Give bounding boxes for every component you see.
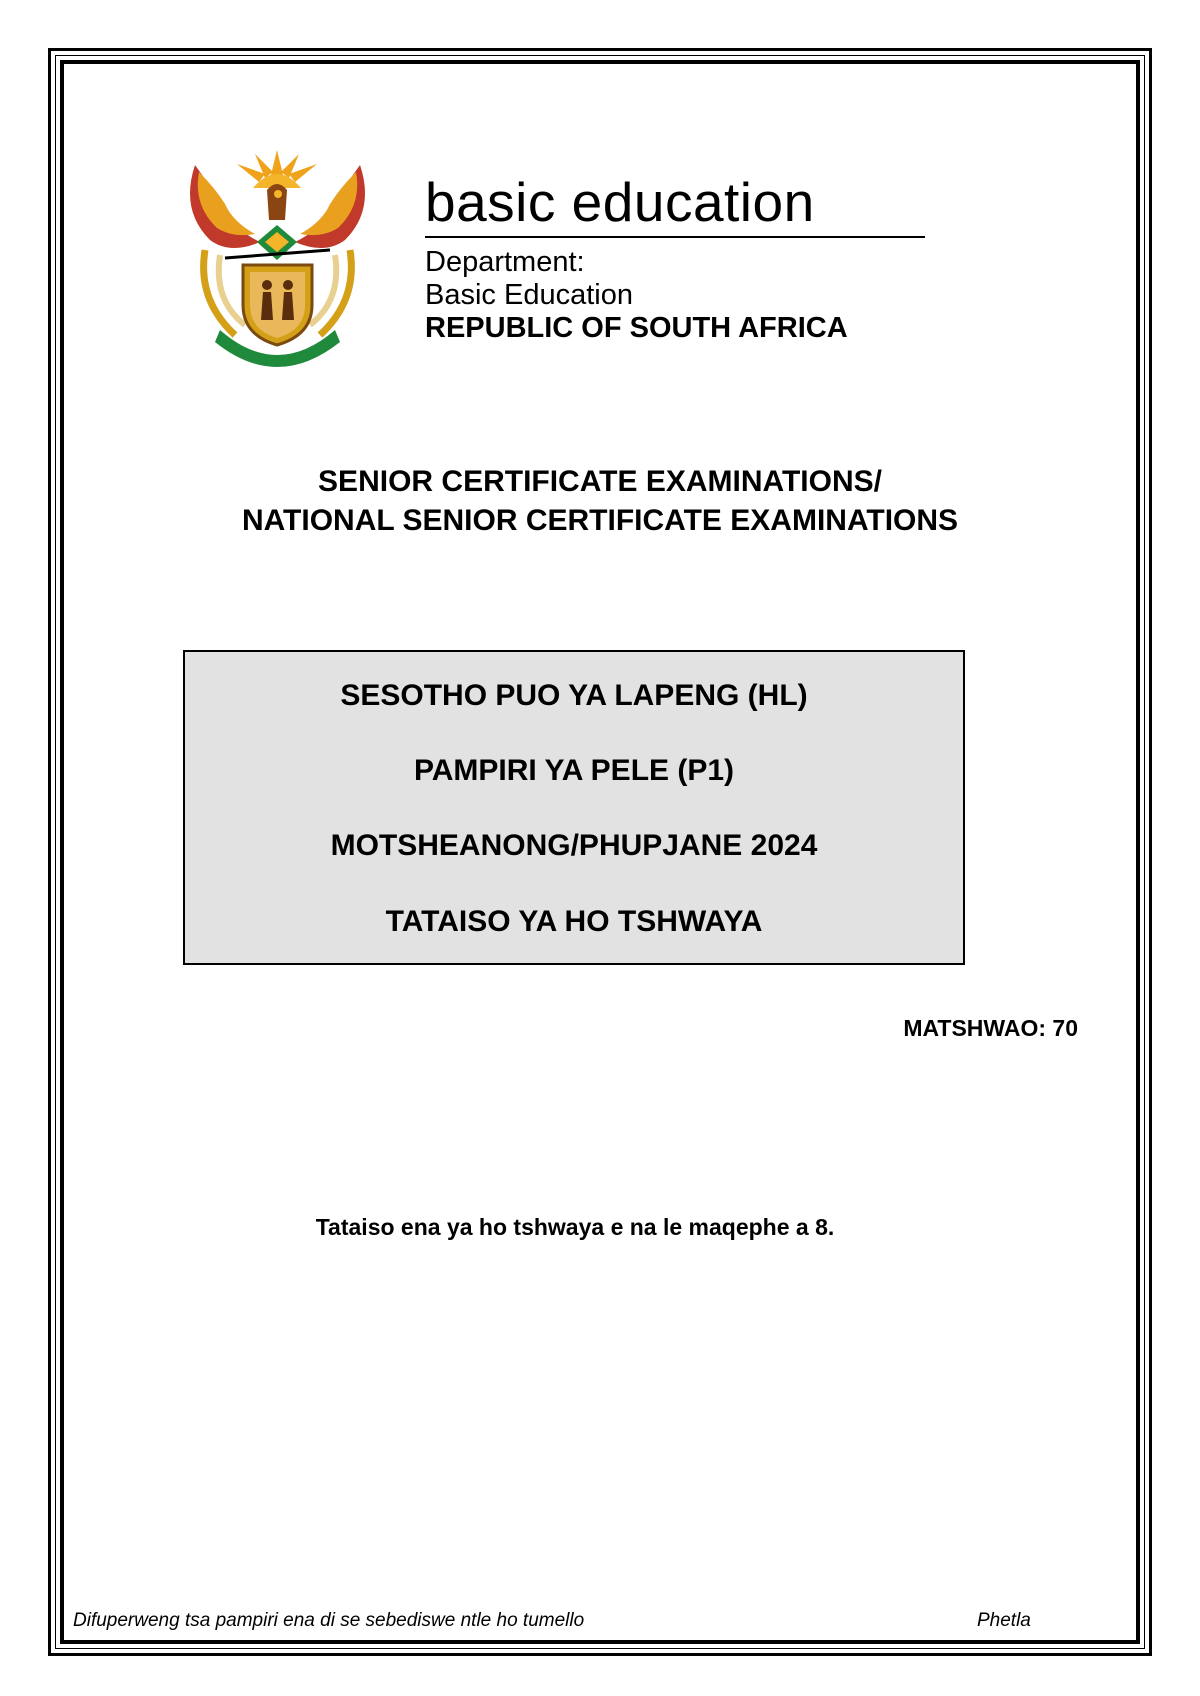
subject-box <box>183 650 965 965</box>
document-type: TATAISO YA HO TSHWAYA <box>385 905 763 938</box>
sun-icon <box>237 150 317 188</box>
department-label: Department: <box>425 246 585 278</box>
brand-underline <box>425 236 925 238</box>
exam-heading <box>60 462 1140 540</box>
exam-heading-line-1: SENIOR CERTIFICATE EXAMINATIONS/ <box>318 465 882 498</box>
copyright-notice: Difuperweng tsa pampiri ena di se sebediswe ntle ho tumello <box>73 1610 585 1631</box>
brand-wordmark: basic education <box>425 171 815 233</box>
paper-number: PAMPIRI YA PELE (P1) <box>413 754 735 787</box>
page-count-note: Tataiso ena ya ho tshwaya e na le maqephe a 8. <box>315 1214 835 1240</box>
department-name: Basic Education <box>425 279 633 311</box>
coat-of-arms-logo <box>175 130 380 370</box>
turn-over-label: Phetla <box>977 1610 1031 1631</box>
total-marks: MATSHWAO: 70 <box>903 1015 1078 1041</box>
country-name: REPUBLIC OF SOUTH AFRICA <box>425 312 848 344</box>
subject-title: SESOTHO PUO YA LAPENG (HL) <box>340 679 808 712</box>
department-header <box>425 172 925 345</box>
exam-heading-line-2: NATIONAL SENIOR CERTIFICATE EXAMINATIONS <box>241 504 959 537</box>
exam-session: MOTSHEANONG/PHUPJANE 2024 <box>330 829 818 862</box>
